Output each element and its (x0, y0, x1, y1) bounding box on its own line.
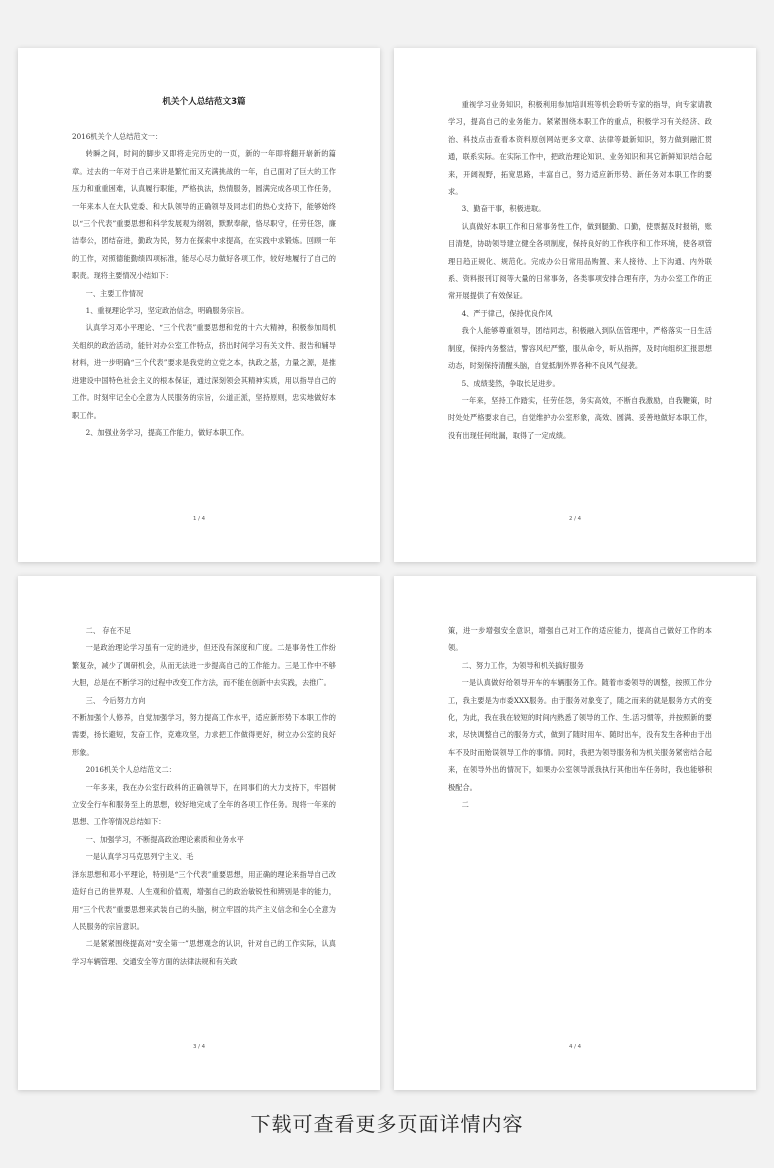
document-page-2 (394, 48, 756, 562)
page-content (448, 622, 712, 813)
paragraph: 我个人能够尊重领导，团结同志，积极融入到队伍管理中，严格落实一日生活制度，保持内务整洁，警容风纪严整，服从命令，听从指挥，及时向组织汇报思想动态，时刻保持清醒头脑，自觉抵制外界各种不良风气侵袭。 (448, 326, 712, 371)
section-heading: 二 (461, 800, 469, 810)
paragraph: 转瞬之间，时间的脚步又即将走完历史的一页，新的一年即将翻开崭新的篇章。过去的一年对于自己来讲是繁忙而又充满挑战的一年，自己面对了巨大的工作压力和重重困难，认真履行职能，严格执法，热情服务，圆满完成各项工作任务，一年来本人在大队党委、和大队领导的正确领导及同志们的热心支持下，能够始终以“三个代表”重要思想和科学发展观为纲领，默默奉献，恪尽职守，任劳任怨，廉洁奉公，团结奋进，勤政为民，努力在探索中求提高，在实践中求锻炼。回顾一年的工作，对照德能勤绩四项标准，能尽心尽力做好各项工作，较好地履行了自己的职责。现将主要情况小结如下： (72, 149, 336, 281)
paragraph: 2016机关个人总结范文二： (85, 765, 176, 775)
document-title: 机关个人总结范文3篇 (162, 97, 246, 107)
page-content (72, 96, 336, 441)
paragraph: 策，进一步增强安全意识，增强自己对工作的适应能力，提高自己做好工作的本领。 (448, 626, 712, 653)
paragraph: 一是政治理论学习虽有一定的进步，但还没有深度和广度。二是事务性工作纷繁复杂，减少了调研机会，从而无法进一步提高自己的工作能力。三是工作中不够大胆，总是在不断学习的过程中改变工作方法，而不能在创新中去实践，去推广。 (72, 643, 336, 688)
subsection-heading: 1、重视理论学习，坚定政治信念，明确服务宗旨。 (85, 306, 249, 316)
page-number: 1 / 4 (192, 516, 206, 522)
page-content (448, 96, 712, 444)
section-heading: 一、加强学习，不断提高政治理论素质和业务水平 (85, 834, 244, 844)
paragraph: 不断加强个人修养，自觉加强学习，努力提高工作水平，适应新形势下本职工作的需要，扬长避短，发奋工作，克难攻坚，力求把工作做得更好，树立办公室的良好形象。 (72, 713, 336, 757)
page-number: 4 / 4 (568, 1044, 582, 1050)
subsection-heading: 4、严于律己，保持优良作风 (461, 308, 553, 318)
section-heading: 二、 存在不足 (85, 626, 132, 635)
document-page-3 (18, 576, 380, 1090)
page-content (72, 622, 336, 970)
document-page-4 (394, 576, 756, 1090)
subsection-heading: 2、加强业务学习，提高工作能力，做好本职工作。 (85, 427, 249, 437)
paragraph: 认真做好本职工作和日常事务性工作，做到腿勤、口勤，使票据及时报销，账目清楚，协助领导建立健全各项制度，保持良好的工作秩序和工作环境，使各项管理日趋正规化、规范化。完成办公日常用品购置、来人接待、上下沟通、内外联系、资料报刊订阅等大量的日常事务，各类事项安排合理有序，为办公室工作的正常开展提供了有效保证。 (448, 221, 712, 301)
section-heading: 一、主要工作情况 (85, 288, 144, 298)
paragraph: 一是认真做好给领导开车的车辆服务工作。随着市委领导的调整，按照工作分工，我主要是为市委XXX服务。由于服务对象变了，随之而来的就是服务方式的变化，为此，我在我在较短的时间内熟悉了领导的工作、生.活习惯等，并按照新的要求，尽快调整自己的服务方式，做到了随时用车、随时出车，没有发生各种由于出车不及时而贻误领导工作的事情。同时，我把为领导服务和为机关服务紧密结合起来，在领导外出的情况下，如果办公室领导派我执行其他出车任务时，我也能够积极配合。 (448, 678, 712, 792)
download-more-caption[interactable]: 下载可查看更多页面详情内容 (250, 1112, 524, 1136)
section-heading: 二、努力工作，为领导和机关搞好服务 (461, 660, 584, 670)
paragraph: 一年来，坚持工作踏实，任劳任怨，务实高效，不断自我激励，自我鞭策，时时处处严格要求自己，自觉维护办公室形象，高效、圆满、妥善地做好本职工作，没有出现任何纰漏，取得了一定成绩。 (448, 395, 712, 440)
section-heading: 三、 今后努力方向 (85, 695, 146, 705)
paragraph: 2016机关个人总结范文一： (72, 132, 163, 141)
paragraph: 泽东思想和邓小平理论，特别是“三个代表”重要思想，用正确的理论来指导自己改造好自己的世界观、人生观和价值观，增强自己的政治敏锐性和辨别是非的能力，用“三个代表”重要思想来武装自己的头脑，树立牢固的共产主义信念和全心全意为人民服务的宗旨意识。 (72, 869, 336, 931)
paragraph: 认真学习邓小平理论、“三个代表”重要思想和党的十六大精神，积极参加局机关组织的政治活动，能针对办公室工作特点，挤出时间学习有关文件、报告和辅导材料，进一步明确“三个代表”要求是我党的立党之本，执政之基，力量之源，是推进建设中国特色社会主义的根本保证，通过深刻领会其精神实质，用以指导自己的工作。时刻牢记全心全意为人民服务的宗旨，公道正派，坚持原则，忠实地做好本职工作。 (72, 323, 336, 420)
document-page-1 (18, 48, 380, 562)
page-number: 2 / 4 (568, 516, 582, 522)
paragraph: 一年多来，我在办公室行政科的正确领导下，在同事们的大力支持下，牢固树立安全行车和服务至上的思想，较好地完成了全年的各项工作任务。现将一年来的思想、工作等情况总结如下： (72, 782, 336, 827)
paragraph: 一是认真学习马克思列宁主义、毛 (85, 852, 194, 862)
paragraph: 二是紧紧围绕提高对“安全第一”思想观念的认识，针对自己的工作实际，认真学习车辆管理、交通安全等方面的法律法规和有关政 (72, 939, 336, 966)
subsection-heading: 5、成绩斐然，争取长足进步。 (461, 378, 560, 388)
paragraph: 重视学习业务知识，积极利用参加培训班等机会聆听专家的指导，向专家请教学习，提高自己的业务能力。紧紧围绕本职工作的重点，积极学习有关经济、政治、科技点击查看本资料原创网站更多文章、法律等最新知识，努力做到融汇贯通，联系实际。在实际工作中，把政治理论知识、业务知识和其它新鲜知识结合起来，开阔视野，拓宽思路，丰富自己，努力适应新形势、新任务对本职工作的要求。 (448, 100, 712, 197)
subsection-heading: 3、勤奋干事，积极进取。 (461, 204, 546, 214)
page-number: 3 / 4 (192, 1044, 206, 1050)
